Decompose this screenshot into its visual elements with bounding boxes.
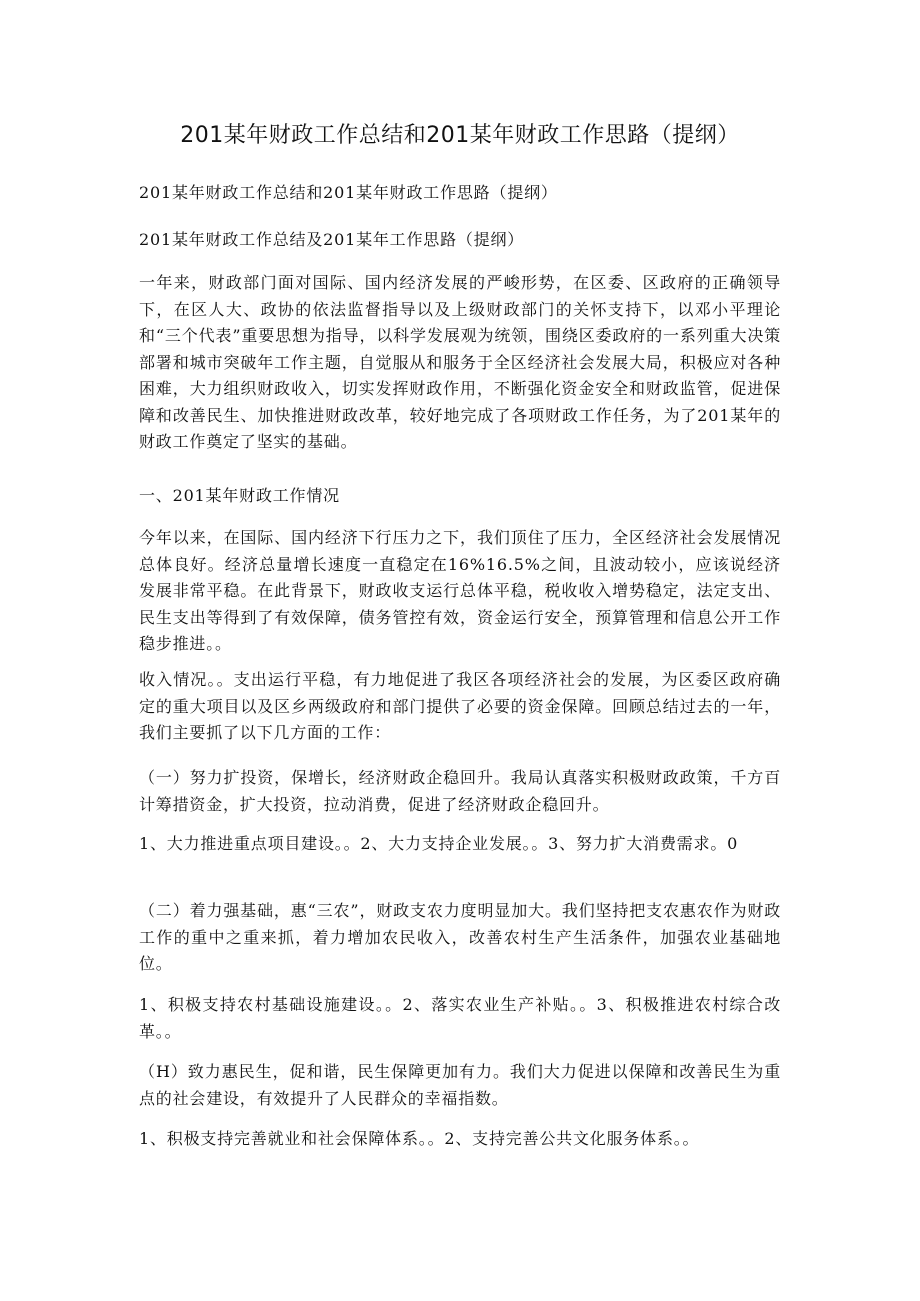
subsection-paragraph: （H）致力惠民生，促和谐，民生保障更加有力。我们大力促进以保障和改善民生为重点的社会建设，有效提升了人民群众的幸福指数。 [139, 1062, 781, 1108]
document-title: 201某年财政工作总结和201某年财政工作思路（提纲） [180, 123, 740, 148]
body-paragraph: 今年以来，在国际、国内经济下行压力之下，我们顶住了压力，全区经济社会发展情况总体良好。经济总量增长速度一直稳定在16%16.5%之间，且波动较小，应该说经济发展非常平稳。在此背景下，财政收支运行总体平稳，税收收入增势稳定，法定支出、民生支出等得到了有效保障，债务管控有效，资金运行安全，预算管理和信息公开工作稳步推进。。 [139, 528, 781, 653]
list-paragraph: 1、积极支持完善就业和社会保障体系。。2、支持完善公共文化服务体系。。 [139, 1129, 700, 1148]
subsection-paragraph: （二）着力强基础，惠“三农”，财政支农力度明显加大。我们坚持把支农惠农作为财政工作的重中之重来抓，着力增加农民收入，改善农村生产生活条件，加强农业基础地位。 [139, 901, 781, 973]
subtitle-line-alt: 201某年财政工作总结及201某年工作思路（提纲） [139, 230, 525, 249]
body-paragraph: 收入情况。。支出运行平稳，有力地促进了我区各项经济社会的发展，为区委区政府确定的重大项目以及区乡两级政府和部门提供了必要的资金保障。回顾总结过去的一年，我们主要抓了以下几方面的工作： [139, 670, 781, 742]
section-heading: 一、201某年财政工作情况 [139, 486, 340, 505]
list-paragraph: 1、积极支持农村基础设施建设。。2、落实农业生产补贴。。3、积极推进农村综合改革。。 [139, 995, 781, 1041]
intro-paragraph: 一年来，财政部门面对国际、国内经济发展的严峻形势，在区委、区政府的正确领导下，在区人大、政协的依法监督指导以及上级财政部门的关怀支持下，以邓小平理论和“三个代表”重要思想为指导，以科学发展观为统领，围绕区委政府的一系列重大决策部署和城市突破年工作主题，自觉服从和服务于全区经济社会发展大局，积极应对各种困难，大力组织财政收入，切实发挥财政作用，不断强化资金安全和财政监管，促进保障和改善民生、加快推进财政改革，较好地完成了各项财政工作任务，为了201某年的财政工作奠定了坚实的基础。 [139, 273, 781, 451]
subtitle-line: 201某年财政工作总结和201某年财政工作思路（提纲） [139, 183, 558, 202]
list-paragraph: 1、大力推进重点项目建设。。2、大力支持企业发展。。3、努力扩大消费需求。0 [139, 834, 739, 853]
subsection-paragraph: （一）努力扩投资，保增长，经济财政企稳回升。我局认真落实积极财政政策，千方百计筹措资金，扩大投资，拉动消费，促进了经济财政企稳回升。 [139, 768, 781, 814]
